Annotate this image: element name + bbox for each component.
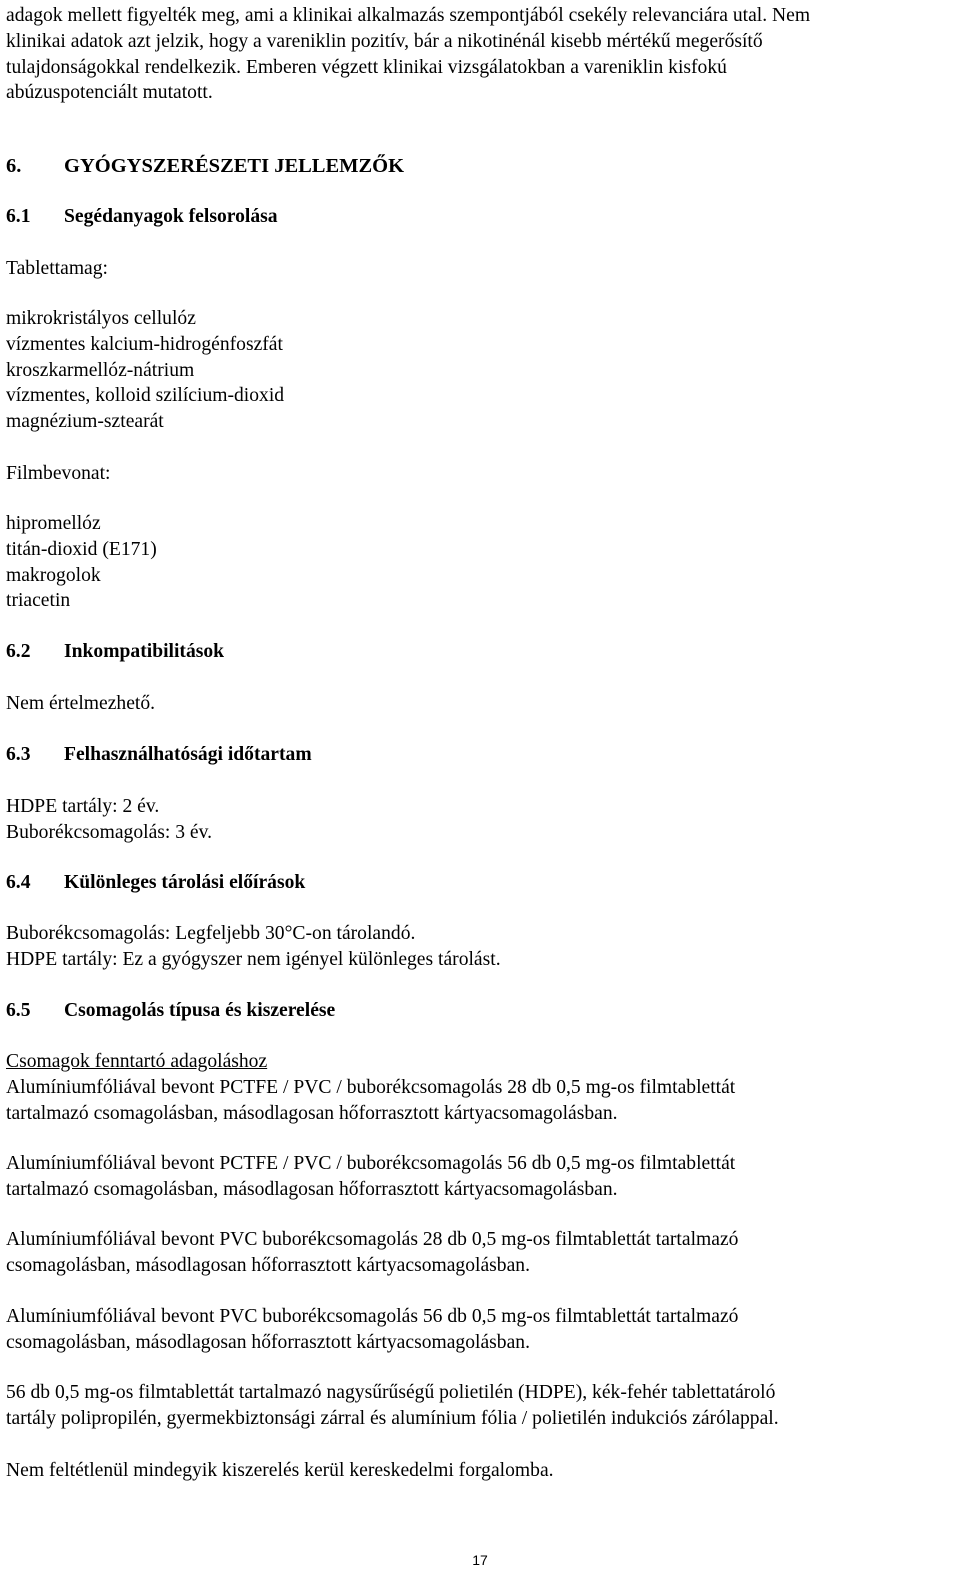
section-number: 6.3 <box>6 744 31 765</box>
packaging-line: 56 db 0,5 mg-os filmtablettát tartalmazó nagysűrűségű polietilén (HDPE), kék-fehér tablettatároló <box>6 1382 776 1403</box>
intro-line: tulajdonságokkal rendelkezik. Emberen végzett klinikai vizsgálatokban a vareniklin kisfokú <box>6 56 727 78</box>
storage-line: Buborékcsomagolás: Legfeljebb 30°C-on tárolandó. <box>6 923 416 944</box>
packaging-line: tartalmazó csomagolásban, másodlagosan hőforrasztott kártyacsomagolásban. <box>6 1102 618 1124</box>
section-6-heading <box>6 153 404 179</box>
packaging-line: csomagolásban, másodlagosan hőforrasztott kártyacsomagolásban. <box>6 1254 530 1276</box>
packaging-paragraph-4 <box>6 1304 738 1356</box>
packaging-line: Alumíniumfóliával bevont PVC buborékcsomagolás 28 db 0,5 mg-os filmtablettát tartalmazó <box>6 1229 739 1250</box>
section-number: 6.2 <box>6 641 31 662</box>
storage-line: HDPE tartály: Ez a gyógyszer nem igényel különleges tárolást. <box>6 948 501 970</box>
packaging-paragraph-2 <box>6 1151 735 1203</box>
shelf-life-line: HDPE tartály: 2 év. <box>6 796 160 817</box>
section-title: Inkompatibilitások <box>64 641 225 662</box>
section-title: Segédanyagok felsorolása <box>64 206 278 227</box>
coating-label: Filmbevonat: <box>6 463 111 484</box>
storage-text <box>6 921 501 973</box>
section-title: Csomagolás típusa és kiszerelése <box>64 1000 336 1021</box>
intro-line: adagok mellett figyelték meg, ami a klinikai alkalmazás szempontjából csekély relevanciára utal. Nem <box>6 5 811 26</box>
list-item: triacetin <box>6 590 71 612</box>
list-item: magnézium-sztearát <box>6 411 164 433</box>
packaging-paragraph-5 <box>6 1380 779 1432</box>
section-title: Felhasználhatósági időtartam <box>64 744 312 765</box>
section-6-5-heading <box>6 998 335 1024</box>
core-ingredient-list <box>6 306 284 435</box>
list-item: mikrokristályos cellulóz <box>6 308 196 329</box>
core-label: Tablettamag: <box>6 258 108 279</box>
list-item: titán-dioxid (E171) <box>6 538 157 560</box>
shelf-life-text <box>6 794 212 846</box>
packaging-paragraph-3 <box>6 1227 738 1279</box>
section-number: 6.5 <box>6 1000 31 1021</box>
list-item: vízmentes kalcium-hidrogénfoszfát <box>6 333 283 355</box>
section-number: 6.1 <box>6 206 31 227</box>
section-title: GYÓGYSZERÉSZETI JELLEMZŐK <box>64 155 405 177</box>
coating-ingredient-list <box>6 511 157 614</box>
packaging-line: tartalmazó csomagolásban, másodlagosan hőforrasztott kártyacsomagolásban. <box>6 1178 618 1200</box>
packaging-note: Nem feltétlenül mindegyik kiszerelés kerül kereskedelmi forgalomba. <box>6 1460 554 1481</box>
intro-line: abúzuspotenciált mutatott. <box>6 82 213 104</box>
section-6-3-heading <box>6 742 312 768</box>
list-item: kroszkarmellóz-nátrium <box>6 359 195 381</box>
packaging-line: Alumíniumfóliával bevont PCTFE / PVC / buborékcsomagolás 28 db 0,5 mg-os filmtablettát <box>6 1076 736 1098</box>
shelf-life-line: Buborékcsomagolás: 3 év. <box>6 821 213 843</box>
incompatibility-text: Nem értelmezhető. <box>6 693 156 714</box>
section-6-1-heading <box>6 204 278 230</box>
list-item: hipromellóz <box>6 513 101 534</box>
packaging-line: Alumíniumfóliával bevont PCTFE / PVC / buborékcsomagolás 56 db 0,5 mg-os filmtablettát <box>6 1153 736 1174</box>
packaging-subheading: Csomagok fenntartó adagoláshoz <box>6 1051 268 1072</box>
section-number: 6. <box>6 155 22 177</box>
intro-paragraph <box>6 3 810 106</box>
section-title: Különleges tárolási előírások <box>64 872 306 893</box>
page-number: 17 <box>472 1552 488 1568</box>
section-6-2-heading <box>6 639 224 665</box>
intro-line: klinikai adatok azt jelzik, hogy a vareniklin pozitív, bár a nikotinénál kisebb mértékű megerősítő <box>6 30 763 52</box>
packaging-block-1 <box>6 1049 735 1126</box>
section-6-4-heading <box>6 870 305 896</box>
list-item: makrogolok <box>6 564 101 586</box>
list-item: vízmentes, kolloid szilícium-dioxid <box>6 385 285 407</box>
section-number: 6.4 <box>6 872 31 893</box>
packaging-line: tartály polipropilén, gyermekbiztonsági zárral és alumínium fólia / polietilén indukciós zárólappal. <box>6 1407 779 1429</box>
packaging-line: Alumíniumfóliával bevont PVC buborékcsomagolás 56 db 0,5 mg-os filmtablettát tartalmazó <box>6 1306 739 1327</box>
packaging-line: csomagolásban, másodlagosan hőforrasztott kártyacsomagolásban. <box>6 1331 530 1353</box>
